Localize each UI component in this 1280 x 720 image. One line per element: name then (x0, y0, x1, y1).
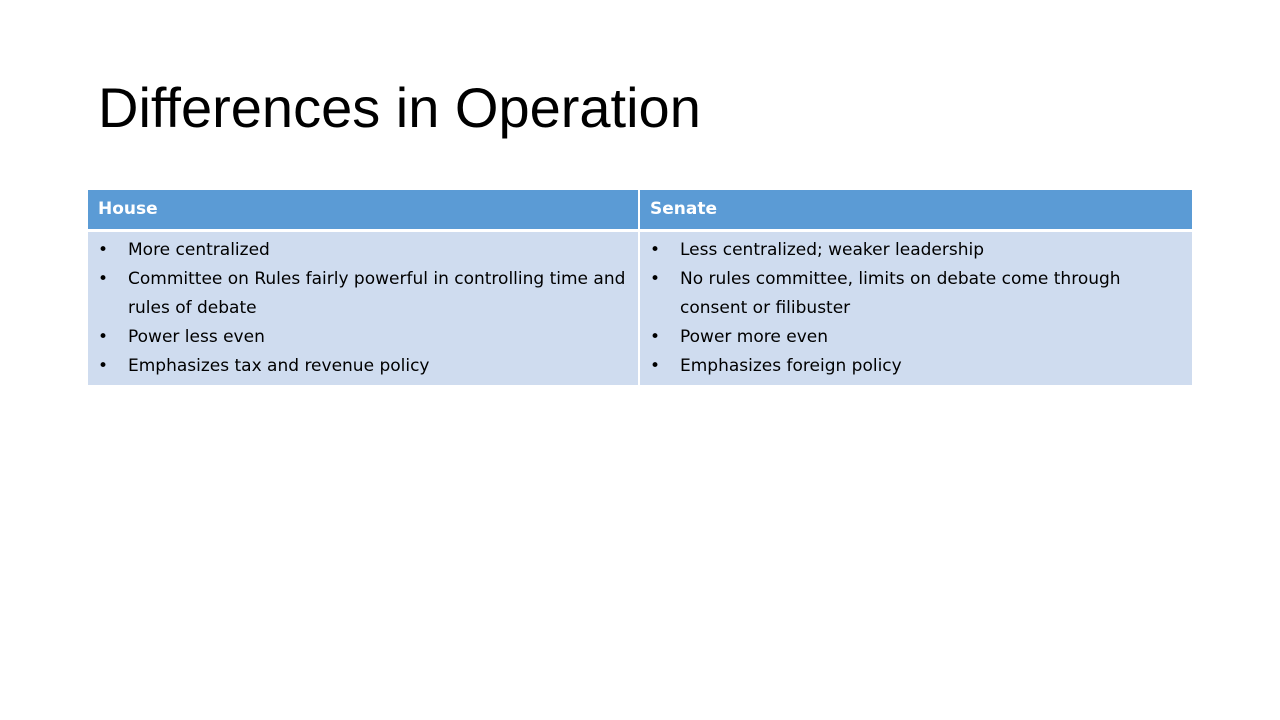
list-item (650, 236, 1182, 265)
list-item-text: Emphasizes tax and revenue policy (128, 355, 430, 376)
list-item-text: Less centralized; weaker leadership (680, 239, 985, 260)
list-item (98, 236, 628, 265)
bullet-icon: • (650, 355, 661, 376)
bullet-icon: • (98, 355, 109, 376)
list-item (98, 323, 628, 352)
list-item-text: More centralized (128, 239, 270, 260)
list-item-text: No rules committee, limits on debate come through consent or filibuster (680, 268, 1121, 318)
list-item-text: Committee on Rules fairly powerful in controlling time and rules of debate (128, 268, 626, 318)
bullet-icon: • (98, 268, 109, 289)
house-cell (88, 230, 639, 385)
comparison-table (88, 190, 1192, 385)
list-item-text: Emphasizes foreign policy (680, 355, 902, 376)
list-item (98, 265, 628, 323)
bullet-icon: • (650, 239, 661, 260)
table-row (88, 230, 1192, 385)
house-bullet-list (98, 236, 628, 381)
list-item (650, 265, 1182, 323)
list-item-text: Power less even (128, 326, 265, 347)
bullet-icon: • (650, 326, 661, 347)
table-header-row (88, 190, 1192, 230)
senate-cell (639, 230, 1192, 385)
list-item (98, 352, 628, 381)
bullet-icon: • (650, 268, 661, 289)
list-item-text: Power more even (680, 326, 828, 347)
slide-title: Differences in Operation (98, 76, 701, 139)
senate-bullet-list (650, 236, 1182, 381)
list-item (650, 352, 1182, 381)
list-item (650, 323, 1182, 352)
header-senate: Senate (639, 190, 1192, 230)
bullet-icon: • (98, 239, 109, 260)
bullet-icon: • (98, 326, 109, 347)
header-house: House (88, 190, 639, 230)
